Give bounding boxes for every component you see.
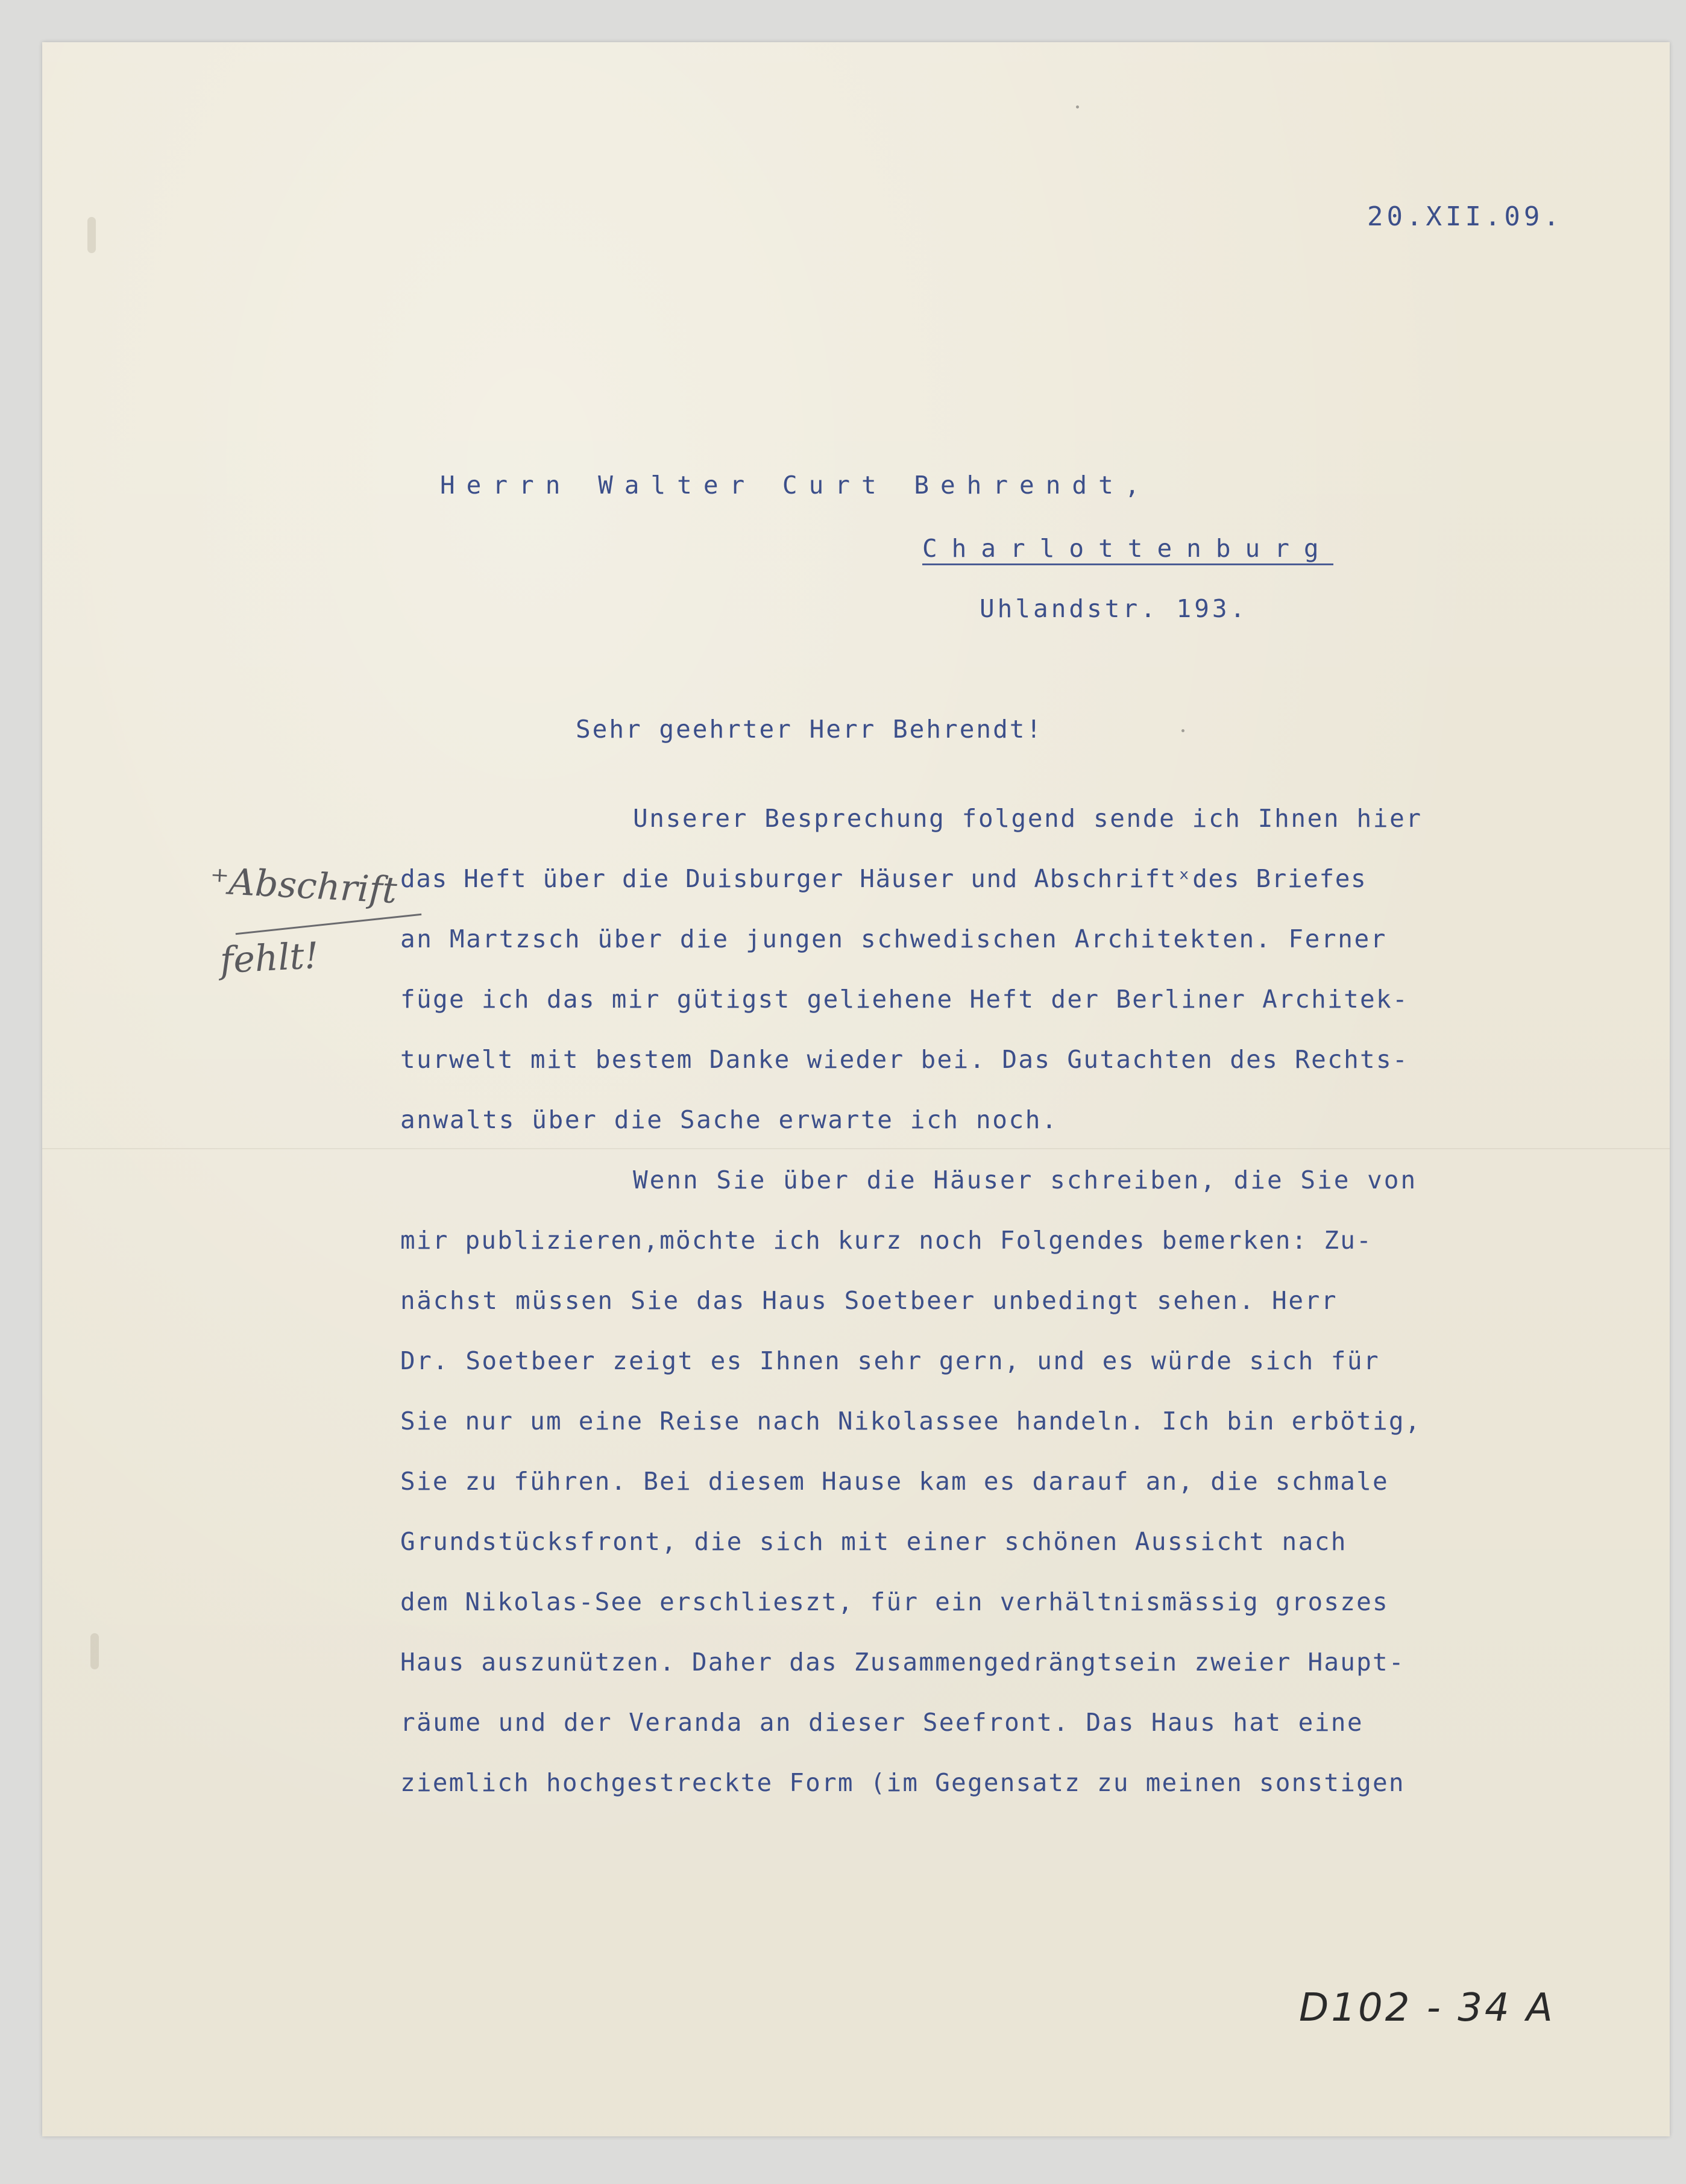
body-line: das Heft über die Duisburger Häuser und Abschriftˣdes Briefes (400, 864, 1367, 893)
body-line: Haus auszunützen. Daher das Zusammengedrängtsein zweier Haupt- (400, 1648, 1405, 1677)
recipient-name: Herrn Walter Curt Behrendt, (440, 471, 1151, 500)
letter-page (42, 42, 1670, 2136)
body-line: Dr. Soetbeer zeigt es Ihnen sehr gern, und es würde sich für (400, 1346, 1380, 1375)
letter-date: 20.XII.09. (1367, 201, 1563, 232)
archive-number: D102 - 34 A (1299, 1986, 1555, 2030)
body-line: ziemlich hochgestreckte Form (im Gegensatz zu meinen sonstigen (400, 1768, 1405, 1797)
body-line: Sie nur um eine Reise nach Nikolassee handeln. Ich bin erbötig, (400, 1407, 1421, 1436)
recipient-street: Uhlandstr. 193. (980, 594, 1248, 623)
margin-note-underline (236, 914, 422, 935)
body-line: räume und der Veranda an dieser Seefront. Das Haus hat eine (400, 1708, 1364, 1737)
margin-note-line1: ⁺Abschrift (209, 859, 398, 912)
body-line: Sie zu führen. Bei diesem Hause kam es darauf an, die schmale (400, 1467, 1389, 1496)
body-line: Wenn Sie über die Häuser schreiben, die Sie von (633, 1166, 1418, 1194)
paper-speck (1181, 729, 1184, 732)
body-line: Grundstücksfront, die sich mit einer schönen Aussicht nach (400, 1527, 1347, 1556)
body-line: mir publizieren,möchte ich kurz noch Folgendes bemerken: Zu- (400, 1226, 1373, 1255)
body-line: dem Nikolas-See erschlieszt, für ein verhältnismässig groszes (400, 1587, 1389, 1616)
body-line: Unserer Besprechung folgend sende ich Ihnen hier (633, 804, 1423, 833)
margin-note-line2: fehlt! (219, 934, 320, 982)
punch-hole-bottom (90, 1633, 99, 1669)
salutation: Sehr geehrter Herr Behrendt! (576, 715, 1043, 744)
body-line: füge ich das mir gütigst geliehene Heft der Berliner Architek- (400, 985, 1409, 1014)
punch-hole-top (87, 217, 96, 253)
body-line: turwelt mit bestem Danke wieder bei. Das Gutachten des Rechts- (400, 1045, 1409, 1074)
body-line: nächst müssen Sie das Haus Soetbeer unbedingt sehen. Herr (400, 1286, 1338, 1315)
paper-speck (1076, 105, 1079, 108)
body-line: anwalts über die Sache erwarte ich noch. (400, 1105, 1058, 1134)
fold-line (42, 1148, 1670, 1149)
body-line: an Martzsch über die jungen schwedischen Architekten. Ferner (400, 924, 1388, 953)
recipient-city: Charlottenburg (922, 536, 1333, 565)
